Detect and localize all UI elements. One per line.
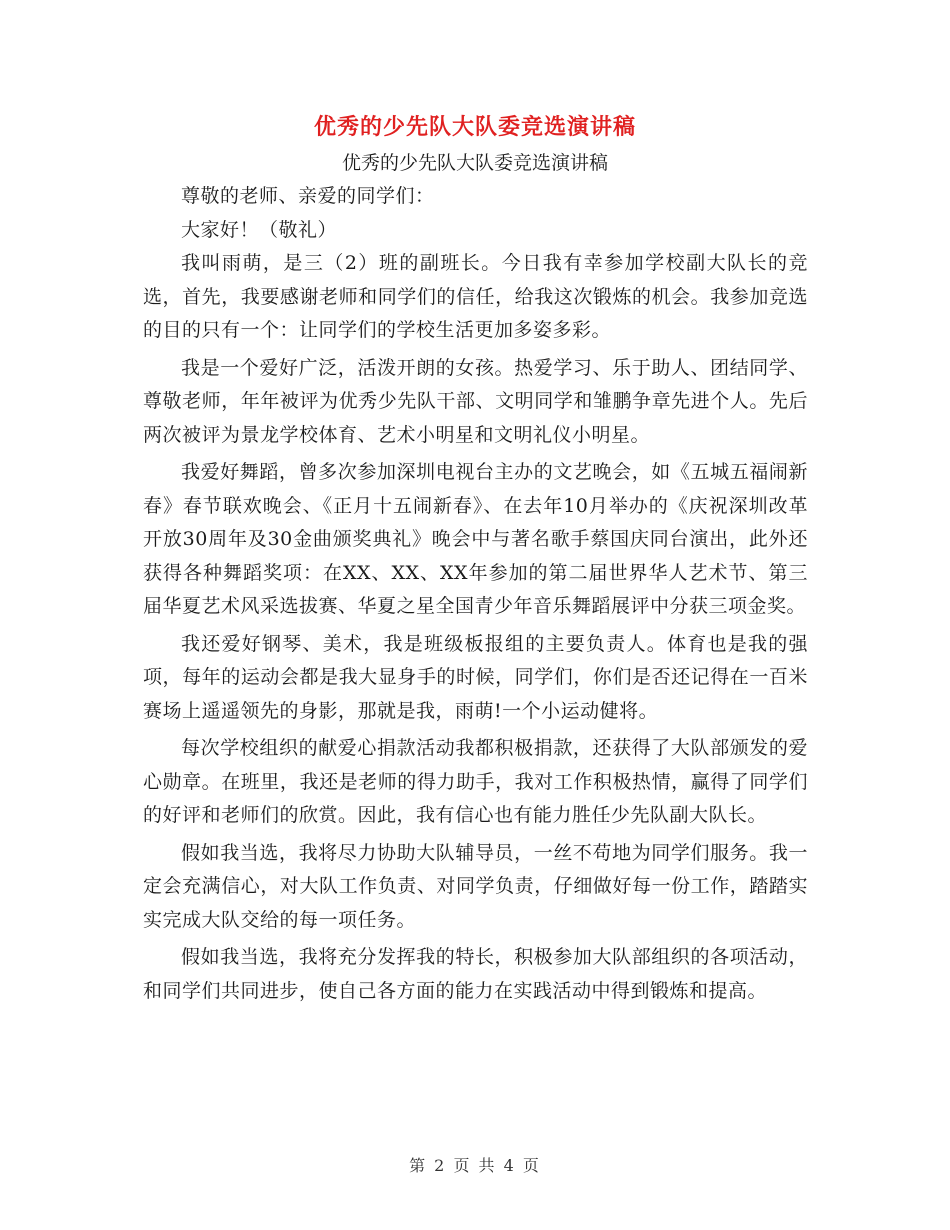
body-paragraph: 我是一个爱好广泛，活泼开朗的女孩。热爱学习、乐于助人、团结同学、尊敬老师，年年被评为优秀少先队干部、文明同学和雏鹏争章先进个人。先后两次被评为景龙学校体育、艺术小明星和文明礼仪小明星。 xyxy=(143,356,808,446)
body-paragraph: 假如我当选，我将尽力协助大队辅导员，一丝不苟地为同学们服务。我一定会充满信心，对大队工作负责、对同学负责，仔细做好每一份工作，踏踏实实完成大队交给的每一项任务。 xyxy=(143,841,808,931)
document-title: 优秀的少先队大队委竞选演讲稿 xyxy=(313,115,636,140)
greeting-paragraph: 尊敬的老师、亲爱的同学们： xyxy=(181,185,435,207)
document-body xyxy=(143,180,808,1008)
page-number-footer: 第 2 页 共 4 页 xyxy=(409,1156,541,1175)
body-paragraph: 我叫雨萌，是三（2）班的副班长。今日我有幸参加学校副大队长的竞选，首先，我要感谢老师和同学们的信任，给我这次锻炼的机会。我参加竞选的目的只有一个：让同学们的学校生活更加多姿多彩。 xyxy=(143,252,808,341)
body-paragraph: 我爱好舞蹈，曾多次参加深圳电视台主办的文艺晚会，如《五城五福闹新春》春节联欢晚会、《正月十五闹新春》、在去年10月举办的《庆祝深圳改革开放30周年及30金曲颁奖典礼》晚会中与著名歌手蔡国庆同台演出，此外还获得各种舞蹈奖项：在XX、XX、XX年参加的第二届世界华人艺术节、第三届华夏艺术风采选拔赛、华夏之星全国青少年音乐舞蹈展评中分获三项金奖。 xyxy=(143,461,808,617)
salute-paragraph: 大家好！（敬礼） xyxy=(181,218,338,241)
body-paragraph: 假如我当选，我将充分发挥我的特长，积极参加大队部组织的各项活动，和同学们共同进步，使自己各方面的能力在实践活动中得到锻炼和提高。 xyxy=(143,946,808,1002)
body-paragraph: 我还爱好钢琴、美术，我是班级板报组的主要负责人。体育也是我的强项，每年的运动会都是我大显身手的时候，同学们，你们是否还记得在一百米赛场上遥遥领先的身影，那就是我，雨萌!一个小运动健将。 xyxy=(143,632,808,722)
document-subtitle: 优秀的少先队大队委竞选演讲稿 xyxy=(341,152,608,174)
body-paragraph: 每次学校组织的献爱心捐款活动我都积极捐款，还获得了大队部颁发的爱心勋章。在班里，我还是老师的得力助手，我对工作积极热情，赢得了同学们的好评和老师们的欣赏。因此，我有信心也有能力胜任少先队副大队长。 xyxy=(143,737,808,826)
